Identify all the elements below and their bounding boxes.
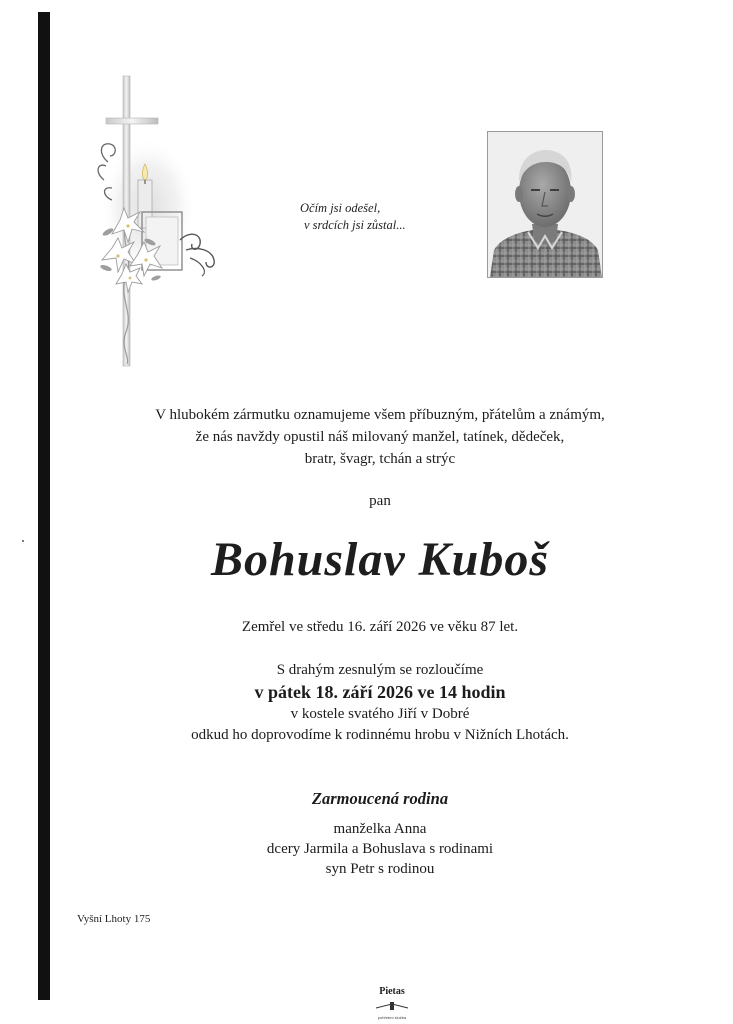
funeral-intro: S drahým zesnulým se rozloučíme — [276, 662, 484, 678]
cross-candle-lily-icon — [90, 72, 230, 372]
motto-line-1: Očím jsi odešel, — [300, 201, 381, 215]
address: Vyšní Lhoty 175 — [77, 913, 151, 925]
logo-brand: Pietas — [379, 986, 405, 997]
announcement-line-3: bratr, švagr, tchán a strýc — [304, 451, 456, 467]
mourning-border-bar — [38, 12, 50, 1000]
family-members — [80, 819, 680, 879]
funeral-date-time: v pátek 18. září 2026 ve 14 hodin — [254, 682, 506, 702]
announcement-text — [100, 404, 660, 470]
family-member: syn Petr s rodinou — [325, 861, 435, 877]
announcement-line-2: že nás navždy opustil náš milovaný manžel, tatínek, dědeček, — [195, 429, 565, 445]
family-member: dcery Jarmila a Bohuslava s rodinami — [266, 841, 494, 857]
funeral-burial: odkud ho doprovodíme k rodinnému hrobu v Nižních Lhotách. — [191, 727, 569, 743]
logo-subtitle: pohřební služba — [377, 1015, 407, 1020]
portrait-photo — [487, 131, 603, 278]
announcement-line-1: V hlubokém zármutku oznamujeme všem příbuzným, přátelům a známým, — [155, 407, 605, 423]
funeral-place: v kostele svatého Jiří v Dobré — [290, 706, 470, 722]
logo-mark-icon — [372, 1002, 412, 1010]
funeral-info — [80, 660, 680, 746]
memorial-motto — [300, 200, 460, 234]
family-heading: Zarmoucená rodina — [311, 789, 449, 808]
pietas-logo — [372, 986, 412, 1020]
family-member: manželka Anna — [333, 821, 427, 837]
deceased-name: Bohuslav Kuboš — [210, 533, 550, 586]
death-info: Zemřel ve středu 16. září 2026 ve věku 87 let. — [241, 619, 519, 635]
motto-line-2: v srdcích jsi zůstal... — [304, 218, 406, 232]
scan-speck — [22, 540, 24, 542]
salutation: pan — [369, 493, 391, 509]
